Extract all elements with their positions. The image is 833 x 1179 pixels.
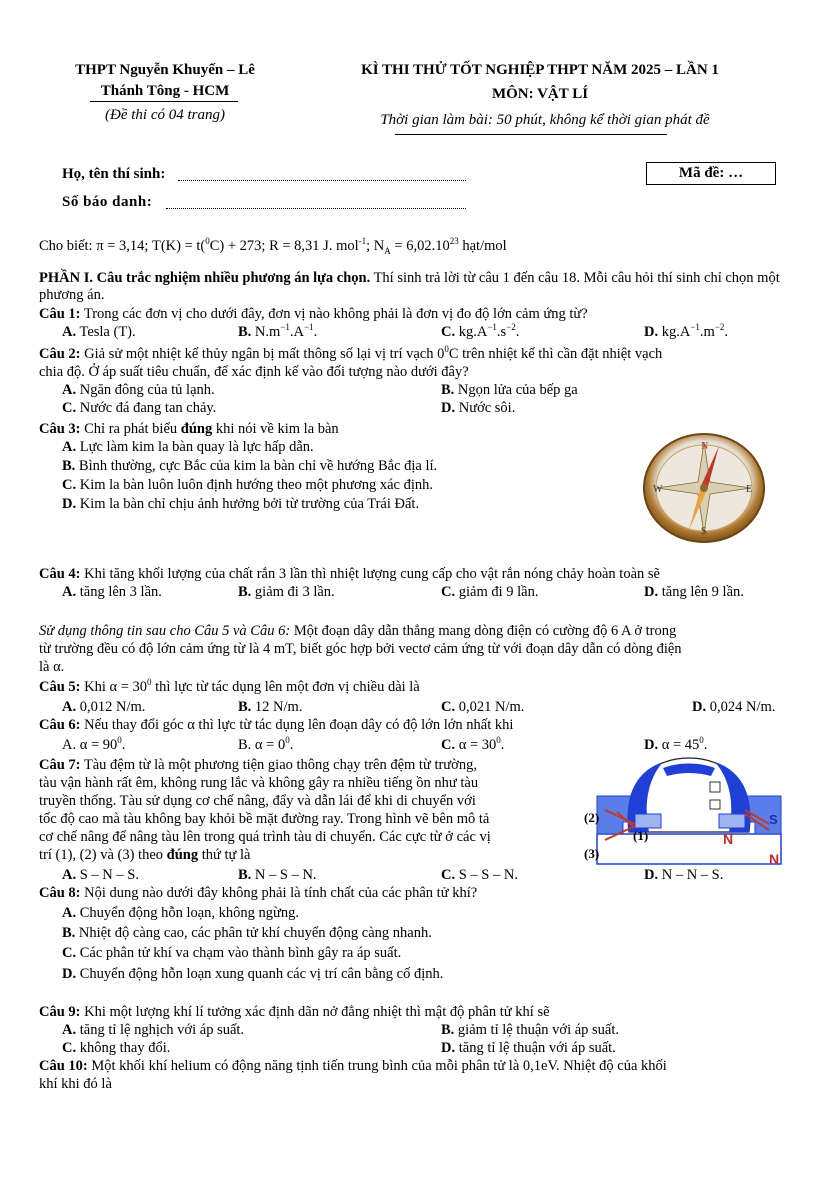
- time-note: Thời gian làm bài: 50 phút, không kể thời gian phát đề: [380, 112, 710, 128]
- q3-option-a[interactable]: A. Lực làm kim la bàn quay là lực hấp dẫn.: [62, 439, 314, 455]
- q8-option-c[interactable]: C. Các phân tử khí va chạm vào thành bình gây ra áp suất.: [62, 945, 402, 961]
- q2-text-2: chia độ. Ở áp suất tiêu chuẩn, để xác định kế vào đối tượng nào dưới đây?: [39, 364, 469, 380]
- q5-option-d[interactable]: D. 0,024 N/m.: [692, 699, 776, 715]
- q9-option-a[interactable]: A. tăng tỉ lệ nghịch với áp suất.: [62, 1022, 245, 1038]
- q4-option-a[interactable]: A. tăng lên 3 lần.: [62, 584, 162, 600]
- window-1: [710, 782, 720, 792]
- shared-context-line2: từ trường đều có độ lớn cảm ứng từ là 4 mT, biết góc hợp bởi vectơ cảm ứng từ với đoạn dây dẫn có dòng điện: [39, 641, 682, 657]
- q7-option-d[interactable]: D. N – N – S.: [644, 867, 724, 883]
- q2-option-d[interactable]: D. Nước sôi.: [441, 400, 516, 416]
- time-underline: [395, 134, 667, 135]
- q3-text: Câu 3: Chỉ ra phát biểu đúng khi nói về kim la bàn: [39, 421, 339, 437]
- compass-s-label: S: [701, 526, 707, 537]
- part1-title: PHẦN I. Câu trắc nghiệm nhiều phương án lựa chọn.: [39, 270, 371, 286]
- q5-option-b[interactable]: B. 12 N/m.: [238, 699, 303, 715]
- exam-title: KÌ THI THỬ TỐT NGHIỆP THPT NĂM 2025 – LẦN 1: [361, 62, 719, 78]
- q6-text: Câu 6: Nếu thay đổi góc α thì lực từ tác dụng lên đoạn dây có độ lớn lớn nhất khi: [39, 717, 514, 733]
- q7-option-c[interactable]: C. S – S – N.: [441, 867, 518, 883]
- compass-w-label: W: [653, 484, 663, 495]
- school-name-line2: Thánh Tông - HCM: [100, 83, 230, 99]
- name-field[interactable]: [178, 180, 466, 181]
- q4-text: Câu 4: Khi tăng khối lượng của chất rắn 3 lần thì nhiệt lượng cung cấp cho vật rắn nóng chảy hoàn toàn sẽ: [39, 566, 660, 582]
- label-1: (1): [633, 828, 649, 843]
- school-name: THPT Nguyễn Khuyến – Lê: [75, 62, 255, 78]
- window-2: [710, 800, 720, 809]
- q8-option-d[interactable]: D. Chuyển động hỗn loạn xung quanh các vị trí cân bằng cố định.: [62, 966, 444, 982]
- exam-code-box: [646, 162, 776, 185]
- q6-option-b[interactable]: B. $\alpha = 0^0$.: [238, 735, 294, 753]
- q9-option-c[interactable]: C. không thay đổi.: [62, 1040, 171, 1056]
- exam-code: Mã đề: …: [678, 165, 744, 181]
- q3-option-c[interactable]: C. Kim la bàn luôn luôn định hướng theo một phương xác định.: [62, 477, 433, 493]
- q8-text: Câu 8: Nội dung nào dưới đây không phải là tính chất của các phân tử khí?: [39, 885, 478, 901]
- subject: MÔN: VẬT LÍ: [491, 86, 589, 102]
- compass-e-label: E: [746, 484, 753, 495]
- q1-text: Câu 1: Trong các đơn vị cho dưới đây, đơn vị nào không phải là đơn vị đo độ lớn cảm ứng từ?: [39, 306, 588, 322]
- q10-text-2: khí khi đó là: [39, 1076, 112, 1092]
- q7-line-3: truyền thống. Tàu sử dụng cơ chế nâng, đẩy và dẫn lái để khi di chuyển với: [39, 793, 476, 809]
- q10-text: Câu 10: Một khối khí helium có động năng tịnh tiến trung bình của mỗi phân tử là 0,1eV. Nhiệt độ của khối: [39, 1058, 667, 1074]
- label-2: (2): [584, 810, 600, 825]
- q5-option-c[interactable]: C. 0,021 N/m.: [441, 699, 525, 715]
- q1-option-d[interactable]: D. $kg.A^{-1}.m^{-2}$.: [644, 322, 729, 340]
- label-3: (3): [584, 846, 600, 861]
- q5-text: Câu 5: Khi $\alpha = 30^0$ thì lực từ tác dụng lên một đơn vị chiều dài là: [39, 677, 420, 695]
- q8-option-b[interactable]: B. Nhiệt độ càng cao, các phân tử khí chuyển động càng nhanh.: [62, 925, 432, 941]
- id-field[interactable]: [166, 208, 466, 209]
- q5-option-a[interactable]: A. 0,012 N/m.: [62, 699, 146, 715]
- maglev-figure: [583, 752, 795, 866]
- q6-option-c[interactable]: C. $\alpha = 30^0$.: [441, 735, 505, 753]
- q8-option-a[interactable]: A. Chuyển động hỗn loạn, không ngừng.: [62, 905, 300, 921]
- q6-option-d[interactable]: D. $\alpha = 45^0$.: [644, 735, 708, 753]
- q1-option-a[interactable]: A. Tesla (T).: [62, 324, 136, 340]
- shared-context-line3: là α.: [39, 659, 65, 675]
- train-magnet-left: [635, 814, 661, 828]
- pages-note: (Đề thi có 04 trang): [105, 107, 225, 123]
- q6-option-a[interactable]: A. $\alpha = 90^0$.: [62, 735, 126, 753]
- q9-option-d[interactable]: D. tăng tỉ lệ thuận với áp suất.: [441, 1040, 616, 1056]
- part1-heading: [39, 270, 795, 304]
- given-constants: Cho biết: π = 3,14; T(K) = t($^0$C) + 273; R = 8,31 J. mol$^{-1}$; $N_A = 6,02.10^{23}$ hạt/mol: [39, 236, 507, 256]
- q2-option-c[interactable]: C. Nước đá đang tan chảy.: [62, 400, 217, 416]
- q2-option-a[interactable]: A. Ngăn đông của tủ lạnh.: [62, 382, 215, 398]
- compass-figure: [641, 432, 767, 544]
- q7-option-b[interactable]: B. N – S – N.: [238, 867, 317, 883]
- q7-line-4: tốc độ cao mà tàu không bay khỏi bề mặt đường ray. Trong hình vẽ bên mô tả: [39, 811, 490, 827]
- train-magnet-right: [719, 814, 745, 828]
- q4-option-c[interactable]: C. giảm đi 9 lần.: [441, 584, 539, 600]
- q3-option-d[interactable]: D. Kim la bàn chỉ chịu ảnh hưởng bởi từ trường của Trái Đất.: [62, 496, 420, 512]
- pole-s-right: S: [769, 812, 778, 827]
- q7-line-5: cơ chế nâng để nâng tàu lên trong quá trình tàu di chuyển. Các cực từ ở các vị: [39, 829, 491, 845]
- q3-option-b[interactable]: B. Bình thường, cực Bắc của kim la bàn chỉ về hướng Bắc địa lí.: [62, 458, 438, 474]
- pole-n-right: N: [769, 851, 780, 866]
- name-label: Họ, tên thí sinh:: [62, 166, 166, 182]
- q2-option-b[interactable]: B. Ngọn lửa của bếp ga: [441, 382, 578, 398]
- q4-option-d[interactable]: D. tăng lên 9 lần.: [644, 584, 744, 600]
- pole-n-mid: N: [723, 831, 734, 847]
- compass-n-label: N: [701, 441, 709, 452]
- q7-line-1: Câu 7: Tàu đệm từ là một phương tiện giao thông chạy trên đệm từ trường,: [39, 757, 477, 773]
- q7-option-a[interactable]: A. S – N – S.: [62, 867, 139, 883]
- q4-option-b[interactable]: B. giảm đi 3 lần.: [238, 584, 335, 600]
- q1-option-b[interactable]: B. $N.m^{-1}.A^{-1}$.: [238, 322, 318, 340]
- q9-option-b[interactable]: B. giảm tỉ lệ thuận với áp suất.: [441, 1022, 620, 1038]
- q7-line-2: tàu vận hành rất êm, không rung lắc và không gây ra nhiều tiếng ồn như tàu: [39, 775, 479, 791]
- id-label: Số báo danh:: [62, 194, 153, 210]
- shared-context-5-6: Sử dụng thông tin sau cho Câu 5 và Câu 6: Một đoạn dây dẫn thẳng mang dòng điện có cường độ 6 A ở trong: [39, 623, 677, 639]
- q7-line-6: trí (1), (2) và (3) theo đúng thứ tự là: [39, 847, 251, 863]
- track-base: [597, 834, 781, 864]
- school-underline: [90, 101, 238, 102]
- q9-text: Câu 9: Khi một lượng khí lí tưởng xác định dãn nở đẳng nhiệt thì mật độ phân tử khí sẽ: [39, 1004, 550, 1020]
- q1-option-c[interactable]: C. $kg.A^{-1}.s^{-2}$.: [441, 322, 520, 340]
- q2-text: Câu 2: Giả sử một nhiệt kế thủy ngân bị mất thông số lại vị trí vạch $0^0C$ trên nhiệt kế thì cần đặt nhiệt vạch: [39, 344, 663, 362]
- part1-instruction: Thí sinh trả lời từ câu 1 đến câu 18. Mỗi câu hỏi thí sinh chỉ chọn một phương án.: [39, 270, 780, 303]
